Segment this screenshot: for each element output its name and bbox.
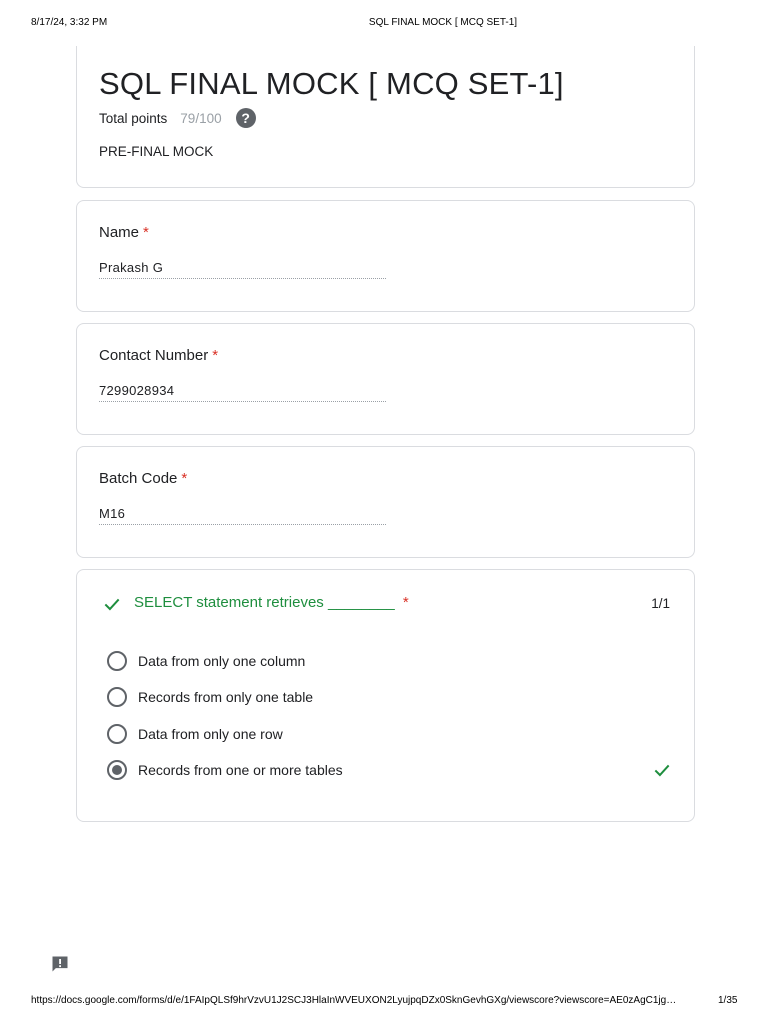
contact-number-field-value: 7299028934 bbox=[99, 383, 386, 402]
form-header-card bbox=[76, 46, 695, 188]
print-url: https://docs.google.com/forms/d/e/1FAIpQLSf9hrVzvU1J2SCJ3HlaInWVEUXON2LyujpqDZx0SknGevhGXg/viewscore?viewscore=AE0zAgC1jg… bbox=[31, 995, 677, 1006]
name-field-label: Name * bbox=[99, 224, 149, 241]
batch-code-field-card bbox=[76, 446, 695, 558]
option-item[interactable] bbox=[107, 650, 667, 672]
required-asterisk: * bbox=[402, 594, 409, 611]
checkmark-icon bbox=[102, 594, 122, 614]
option-item-selected[interactable] bbox=[107, 759, 667, 781]
name-field-value: Prakash G bbox=[99, 260, 386, 279]
total-points-label: Total points bbox=[99, 110, 168, 126]
question-score: 1/1 bbox=[651, 596, 670, 611]
contact-number-field-card bbox=[76, 323, 695, 435]
option-item[interactable] bbox=[107, 686, 667, 708]
total-points-value: 79/100 bbox=[180, 110, 222, 126]
option-label: Records from one or more tables bbox=[138, 762, 343, 778]
question-text: SELECT statement retrieves ________ * bbox=[134, 594, 409, 611]
radio-button[interactable] bbox=[107, 651, 127, 671]
form-title: SQL FINAL MOCK [ MCQ SET-1] bbox=[99, 66, 564, 101]
report-feedback-icon[interactable] bbox=[50, 954, 70, 974]
radio-button[interactable] bbox=[107, 687, 127, 707]
batch-code-field-value: M16 bbox=[99, 506, 386, 525]
required-asterisk: * bbox=[181, 470, 188, 487]
option-label: Data from only one column bbox=[138, 653, 306, 669]
print-page-number: 1/35 bbox=[718, 995, 738, 1006]
print-datetime: 8/17/24, 3:32 PM bbox=[31, 17, 108, 28]
contact-number-field-label: Contact Number * bbox=[99, 347, 219, 364]
print-header bbox=[0, 17, 768, 31]
name-field-card bbox=[76, 200, 695, 312]
form-description: PRE-FINAL MOCK bbox=[99, 144, 214, 159]
option-item[interactable] bbox=[107, 723, 667, 745]
question-card bbox=[76, 569, 695, 822]
required-asterisk: * bbox=[212, 347, 219, 364]
help-icon[interactable]: ? bbox=[236, 108, 256, 128]
required-asterisk: * bbox=[143, 224, 149, 241]
print-page-title: SQL FINAL MOCK [ MCQ SET-1] bbox=[368, 17, 518, 28]
radio-button[interactable] bbox=[107, 724, 127, 744]
batch-code-field-label: Batch Code * bbox=[99, 470, 188, 487]
correct-answer-checkmark-icon bbox=[651, 760, 673, 780]
option-label: Records from only one table bbox=[138, 689, 314, 705]
total-points-row bbox=[99, 108, 256, 128]
option-label: Data from only one row bbox=[138, 726, 283, 742]
radio-button-selected[interactable] bbox=[107, 760, 127, 780]
